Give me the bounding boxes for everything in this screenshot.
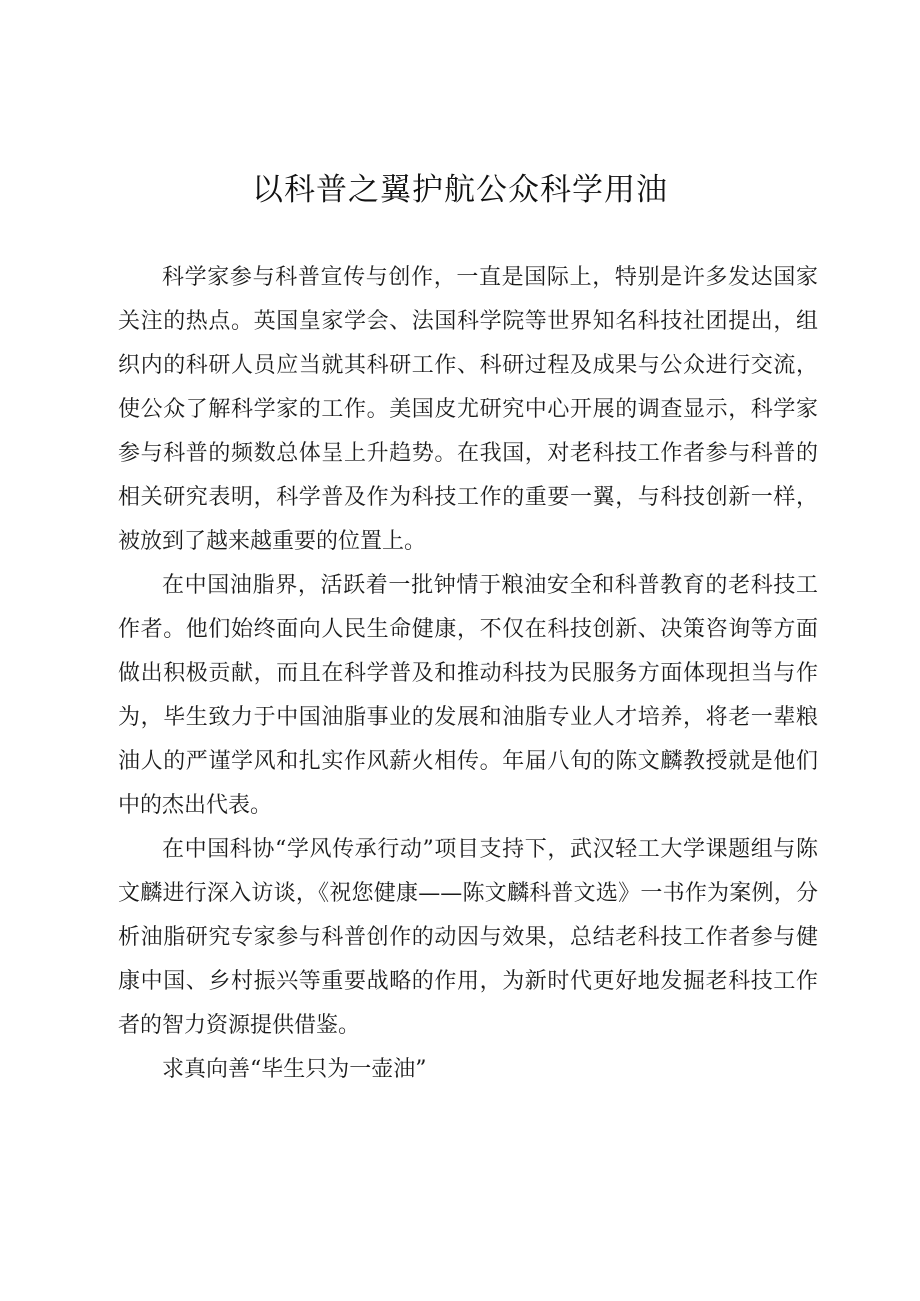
paragraph-2: 在中国油脂界，活跃着一批钟情于粮油安全和科普教育的老科技工作者。他们始终面向人民生命健康，不仅在科技创新、决策咨询等方面做出积极贡献，而且在科学普及和推动科技为民服务方面体现担当与作为，毕生致力于中国油脂事业的发展和油脂专业人才培养，将老一辈粮油人的严谨学风和扎实作风薪火相传。年届八旬的陈文麟教授就是他们中的杰出代表。	[118, 573, 818, 818]
section-heading: 求真向善“毕生只为一壶油”	[162, 1057, 427, 1082]
document-body	[118, 256, 818, 1092]
paragraph-1: 科学家参与科普宣传与创作，一直是国际上，特别是许多发达国家关注的热点。英国皇家学会、法国科学院等世界知名科技社团提出，组织内的科研人员应当就其科研工作、科研过程及成果与公众进行交流，使公众了解科学家的工作。美国皮尤研究中心开展的调查显示，科学家参与科普的频数总体呈上升趋势。在我国，对老科技工作者参与科普的相关研究表明，科学普及作为科技工作的重要一翼，与科技创新一样，被放到了越来越重要的位置上。	[118, 265, 818, 554]
paragraph-3: 在中国科协“学风传承行动”项目支持下，武汉轻工大学课题组与陈文麟进行深入访谈，《祝您健康——陈文麟科普文选》一书作为案例，分析油脂研究专家参与科普创作的动因与效果，总结老科技工作者参与健康中国、乡村振兴等重要战略的作用，为新时代更好地发掘老科技工作者的智力资源提供借鉴。	[118, 837, 818, 1038]
document-title: 以科普之翼护航公众科学用油	[252, 172, 668, 208]
